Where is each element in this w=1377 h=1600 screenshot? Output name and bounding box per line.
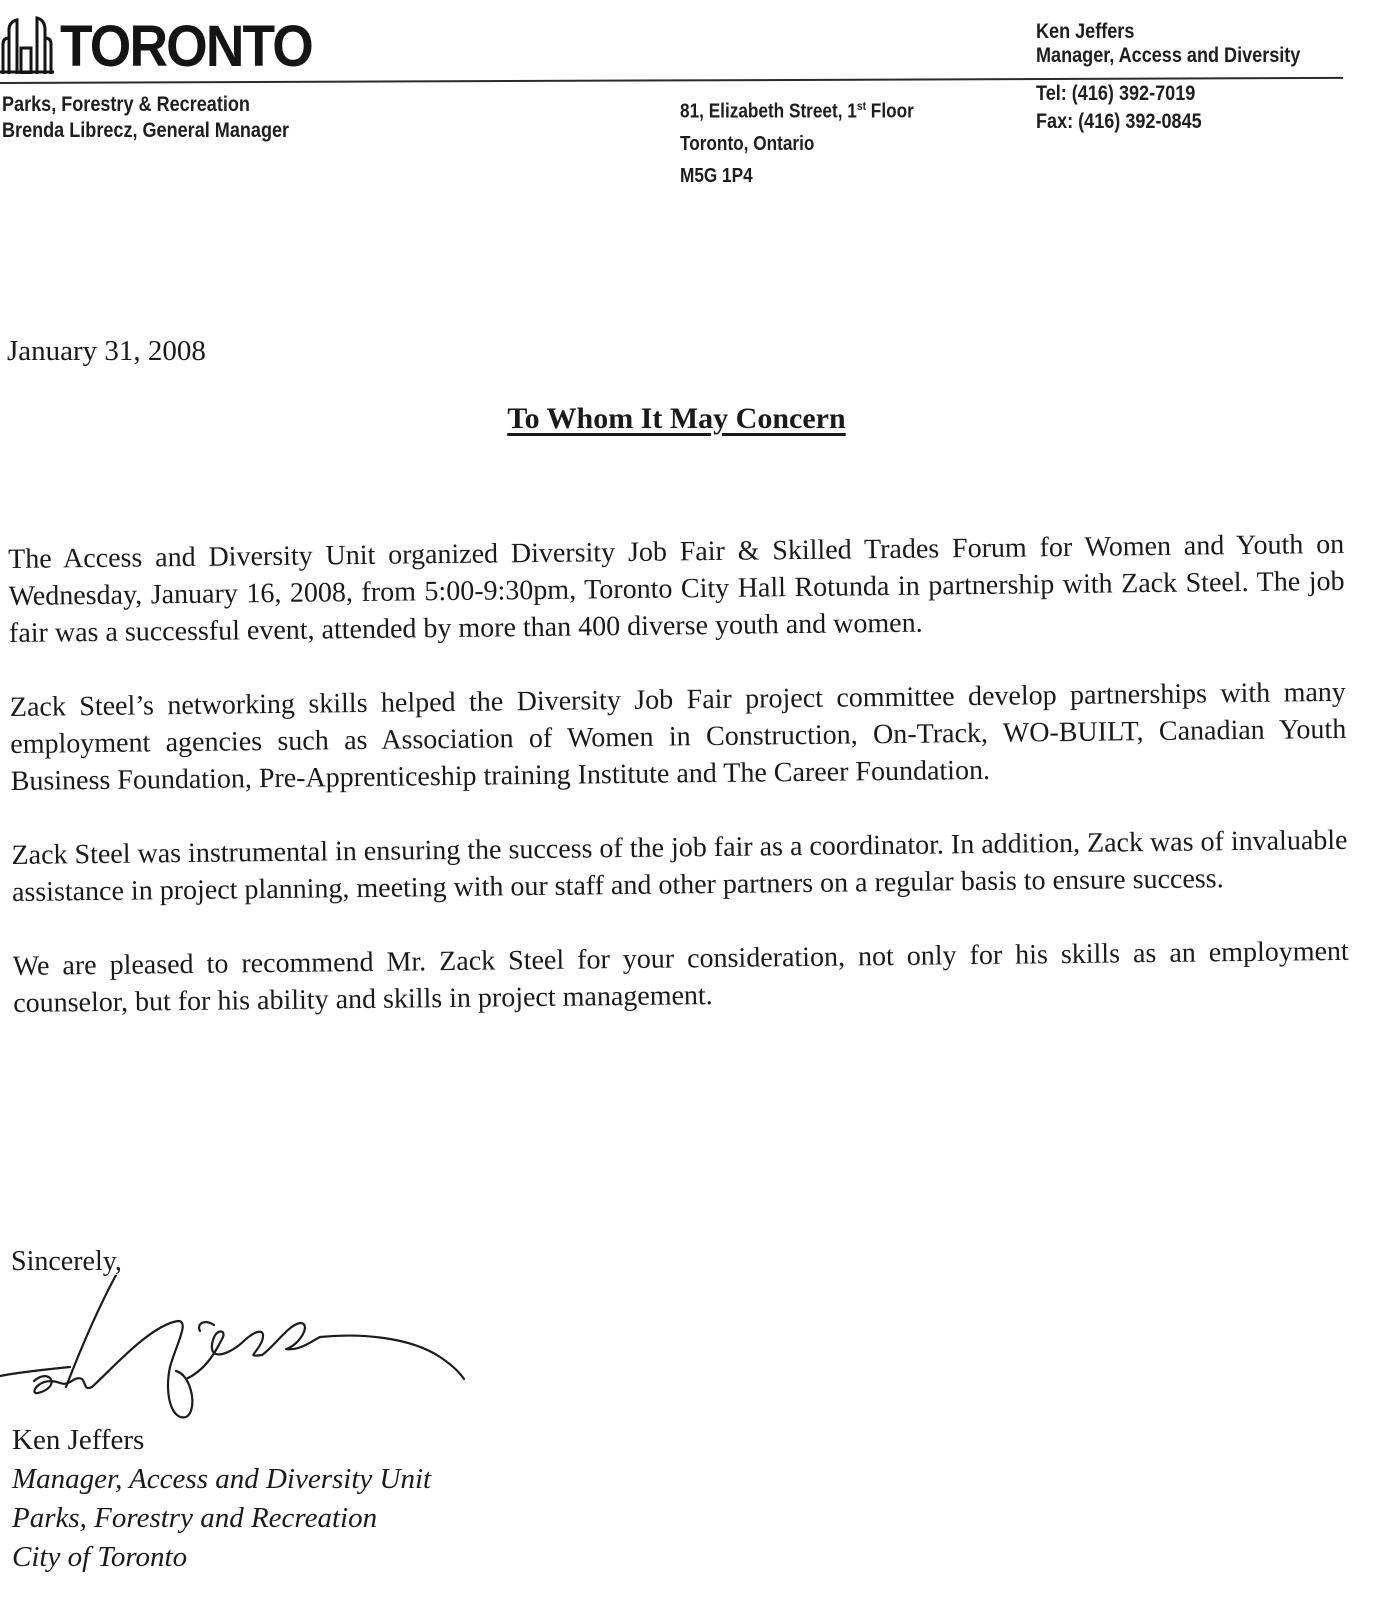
signatory-name: Ken Jeffers xyxy=(12,1424,145,1456)
body-paragraph: Zack Steel was instrumental in ensuring the success of the job fair as a coordinator. In addition, Zack was of invaluable assistance in project planning, meeting with our staff and other partners on a regular basis to ensure success. xyxy=(11,824,1348,908)
contact-header xyxy=(1036,20,1300,68)
address-block xyxy=(680,90,914,192)
department-name: Parks, Forestry & Recreation xyxy=(2,93,250,116)
logo-wordmark: TORONTO xyxy=(60,14,312,79)
city-hall-logo-icon xyxy=(0,8,54,74)
body-paragraph: We are pleased to recommend Mr. Zack Steel for your consideration, not only for his skills as an employment counselor, but for his ability and skills in project management. xyxy=(12,935,1349,1019)
fax: Fax: (416) 392-0845 xyxy=(1036,110,1202,133)
letter-body xyxy=(8,526,1350,1059)
signatory-division: Parks, Forestry and Recreation xyxy=(12,1502,378,1534)
signatory-title: Manager, Access and Diversity Unit xyxy=(12,1463,432,1495)
body-paragraph: Zack Steel’s networking skills helped the Diversity Job Fair project committee develop partnerships with many employment agencies such as Association of Women in Construction, On-Track, WO-BUILT, Canadian Youth Business Foundation, Pre-Apprenticeship training Institute and The Career Foundation. xyxy=(9,676,1347,797)
letter-date: January 31, 2008 xyxy=(7,335,206,367)
city-province: Toronto, Ontario xyxy=(680,132,815,155)
postal-code: M5G 1P4 xyxy=(680,164,753,187)
body-paragraph: The Access and Diversity Unit organized Diversity Job Fair & Skilled Trades Forum for Women and Youth on Wednesday, January 16, 2008, from 5:00-9:30pm, Toronto City Hall Rotunda in partnership with Zack Steel. The job fair was a successful event, attended by more than 400 diverse youth and women. xyxy=(8,528,1345,649)
street-address: 81, Elizabeth Street, 1st Floor xyxy=(680,99,914,123)
department-block xyxy=(2,92,289,144)
handwritten-signature xyxy=(0,1275,480,1425)
city-of-toronto-logo xyxy=(0,4,334,79)
closing-salutation: Sincerely, xyxy=(11,1246,122,1277)
contact-title: Manager, Access and Diversity xyxy=(1036,44,1301,67)
general-manager: Brenda Librecz, General Manager xyxy=(2,119,290,142)
telephone: Tel: (416) 392-7019 xyxy=(1036,82,1196,105)
signatory-organization: City of Toronto xyxy=(12,1541,188,1573)
letter-subject: To Whom It May Concern xyxy=(507,402,846,435)
contact-numbers xyxy=(1036,80,1202,136)
contact-name: Ken Jeffers xyxy=(1036,20,1135,43)
signature-block xyxy=(12,1421,431,1577)
